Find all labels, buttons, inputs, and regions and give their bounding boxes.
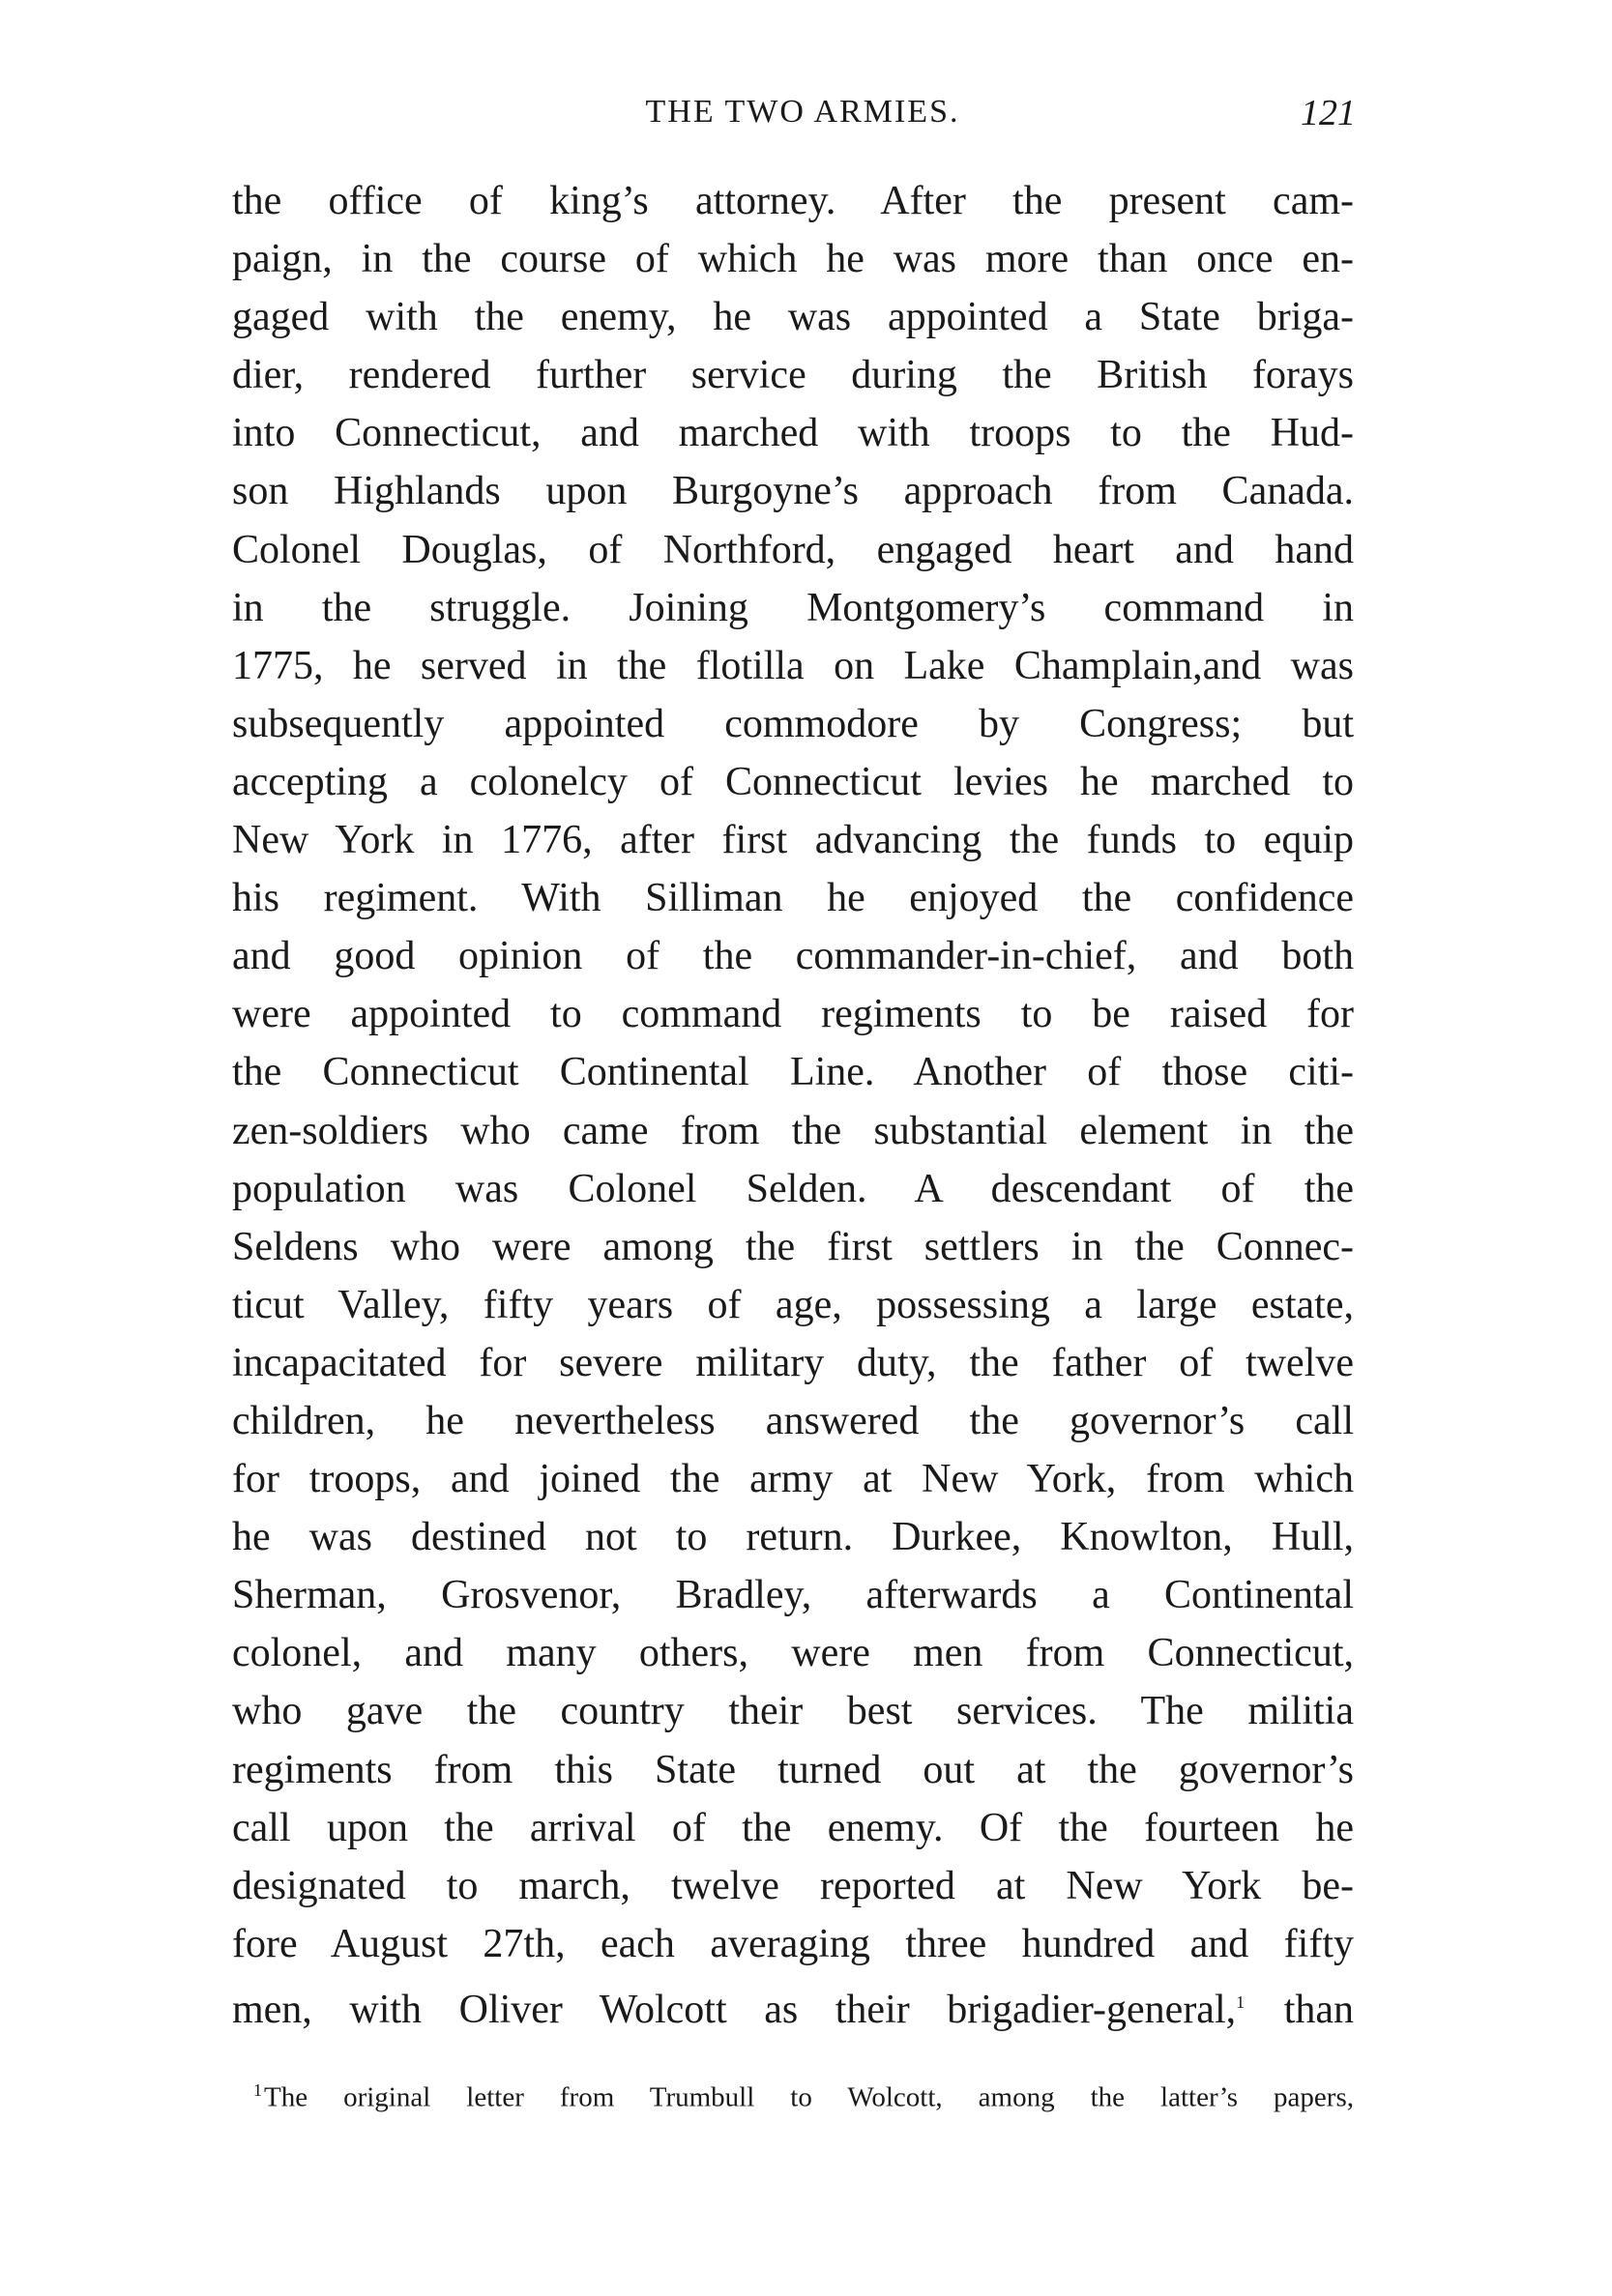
text-line: into Connecticut, and marched with troops to the Hud-	[232, 411, 1354, 456]
text-line: New York in 1776, after first advancing the funds to equip	[232, 818, 1354, 863]
text-line: designated to march, twelve reported at New York be-	[232, 1863, 1354, 1908]
text-line	[232, 1973, 1354, 2031]
text-line: 1775, he served in the flotilla on Lake Champlain,and was	[232, 643, 1354, 688]
footnote	[232, 2071, 1354, 2117]
page-header	[232, 92, 1373, 140]
text-line: and good opinion of the commander-in-chief, and both	[232, 934, 1354, 979]
text-line: regiments from this State turned out at the governor’s	[232, 1747, 1354, 1792]
text-line: gaged with the enemy, he was appointed a State briga-	[232, 295, 1354, 340]
text-line: incapacitated for severe military duty, the father of twelve	[232, 1340, 1354, 1385]
text-line: accepting a colonelcy of Connecticut levies he marched to	[232, 759, 1354, 804]
body-text	[232, 172, 1354, 2031]
text-line: colonel, and many others, were men from Connecticut,	[232, 1631, 1354, 1676]
text-line: his regiment. With Silliman he enjoyed the confidence	[232, 876, 1354, 921]
text-line: in the struggle. Joining Montgomery’s command in	[232, 585, 1354, 630]
text-line: children, he nevertheless answered the governor’s call	[232, 1398, 1354, 1443]
text-line: zen-soldiers who came from the substantial element in the	[232, 1108, 1354, 1153]
text-line: ticut Valley, fifty years of age, possessing a large estate,	[232, 1282, 1354, 1327]
text-line: fore August 27th, each averaging three hundred and fifty	[232, 1921, 1354, 1966]
text-line-end: than	[1283, 1987, 1355, 2032]
text-line-start: men, with Oliver Wolcott as their brigadier-general,	[232, 1987, 1237, 2032]
text-line: dier, rendered further service during the British forays	[232, 353, 1354, 398]
footnote-reference[interactable]: 1	[1236, 1991, 1246, 2012]
text-line: Seldens who were among the first settlers in the Connec-	[232, 1224, 1354, 1269]
text-line: paign, in the course of which he was more than once en-	[232, 237, 1354, 282]
footnote-marker: 1	[253, 2080, 262, 2100]
text-line: Sherman, Grosvenor, Bradley, afterwards a Continental	[232, 1573, 1354, 1618]
text-line: were appointed to command regiments to be raised for	[232, 992, 1354, 1037]
text-line: subsequently appointed commodore by Congress; but	[232, 701, 1354, 746]
text-line: son Highlands upon Burgoyne’s approach from Canada.	[232, 469, 1354, 514]
text-line: population was Colonel Selden. A descendant of the	[232, 1166, 1354, 1211]
footnote-text: The original letter from Trumbull to Wolcott, among the latter’s papers,	[264, 2081, 1354, 2113]
text-line: who gave the country their best services. The militia	[232, 1689, 1354, 1734]
page-number: 121	[1301, 93, 1356, 133]
text-line: he was destined not to return. Durkee, Knowlton, Hull,	[232, 1515, 1354, 1560]
text-line: the Connecticut Continental Line. Another of those citi-	[232, 1050, 1354, 1095]
text-line: Colonel Douglas, of Northford, engaged heart and hand	[232, 527, 1354, 572]
running-head: THE TWO ARMIES.	[645, 94, 960, 130]
text-line: for troops, and joined the army at New York, from which	[232, 1457, 1354, 1502]
text-line: the office of king’s attorney. After the present cam-	[232, 179, 1354, 223]
text-line: call upon the arrival of the enemy. Of the fourteen he	[232, 1805, 1354, 1850]
